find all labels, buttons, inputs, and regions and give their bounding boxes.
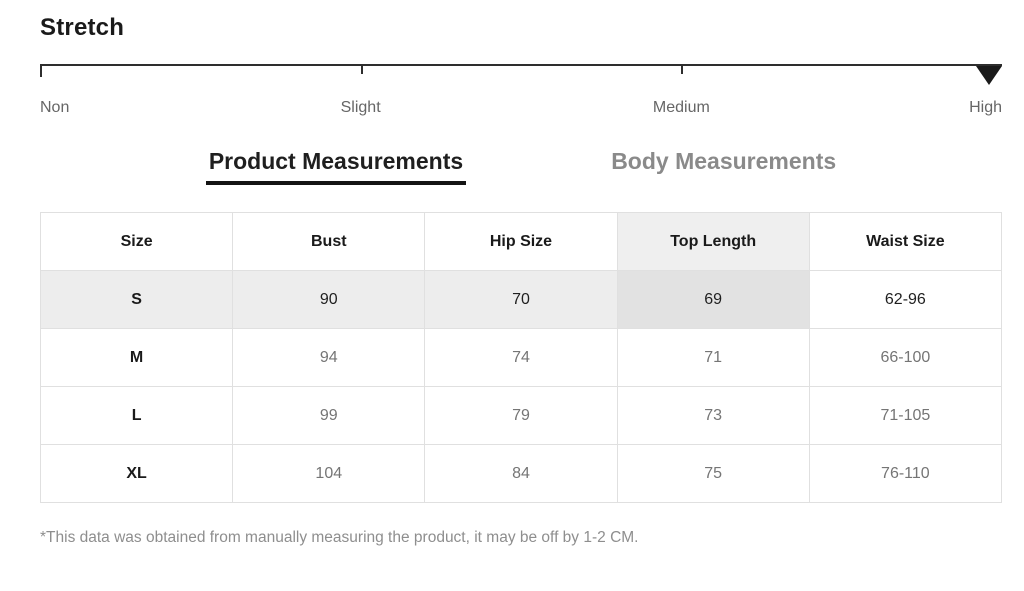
measurement-disclaimer: *This data was obtained from manually measuring the product, it may be off by 1-2 CM.	[40, 529, 639, 546]
column-header-size: Size	[41, 213, 233, 271]
stretch-label-non: Non	[40, 99, 70, 116]
stretch-scale-tick-non	[40, 64, 42, 77]
stretch-label-slight: Slight	[340, 99, 381, 116]
cell-waist-size: 66-100	[809, 329, 1001, 387]
column-header-bust: Bust	[233, 213, 425, 271]
stretch-scale-track	[40, 64, 1002, 66]
stretch-scale-labels	[40, 99, 1002, 119]
cell-bust: 104	[233, 445, 425, 503]
size-measurements-table	[40, 212, 1002, 503]
cell-bust: 90	[233, 271, 425, 329]
cell-waist-size: 71-105	[809, 387, 1001, 445]
table-header-row	[41, 213, 1002, 271]
table-row-size-xl[interactable]	[41, 445, 1002, 503]
table-row-size-m[interactable]	[41, 329, 1002, 387]
cell-top-length: 71	[617, 329, 809, 387]
cell-size: L	[41, 387, 233, 445]
cell-hip-size: 84	[425, 445, 617, 503]
cell-top-length: 73	[617, 387, 809, 445]
cell-top-length: 75	[617, 445, 809, 503]
tab-product-measurements[interactable]: Product Measurements	[206, 148, 466, 185]
cell-hip-size: 74	[425, 329, 617, 387]
stretch-scale-tick-slight	[361, 64, 363, 74]
table-row-size-s[interactable]	[41, 271, 1002, 329]
cell-hip-size: 79	[425, 387, 617, 445]
stretch-scale-tick-medium	[681, 64, 683, 74]
cell-size: S	[41, 271, 233, 329]
stretch-heading: Stretch	[40, 14, 125, 41]
column-header-waist-size: Waist Size	[809, 213, 1001, 271]
stretch-label-high: High	[969, 99, 1002, 116]
table-row-size-l[interactable]	[41, 387, 1002, 445]
cell-bust: 94	[233, 329, 425, 387]
cell-bust: 99	[233, 387, 425, 445]
cell-waist-size: 62-96	[809, 271, 1001, 329]
cell-size: M	[41, 329, 233, 387]
stretch-scale	[40, 64, 1002, 86]
measurements-tabs	[40, 148, 1002, 185]
cell-hip-size: 70	[425, 271, 617, 329]
cell-waist-size: 76-110	[809, 445, 1001, 503]
column-header-top-length: Top Length	[617, 213, 809, 271]
cell-size: XL	[41, 445, 233, 503]
stretch-level-indicator-triangle-icon	[976, 66, 1002, 85]
stretch-label-medium: Medium	[652, 99, 710, 116]
tab-body-measurements[interactable]: Body Measurements	[611, 148, 837, 174]
column-header-hip-size: Hip Size	[425, 213, 617, 271]
cell-top-length: 69	[617, 271, 809, 329]
